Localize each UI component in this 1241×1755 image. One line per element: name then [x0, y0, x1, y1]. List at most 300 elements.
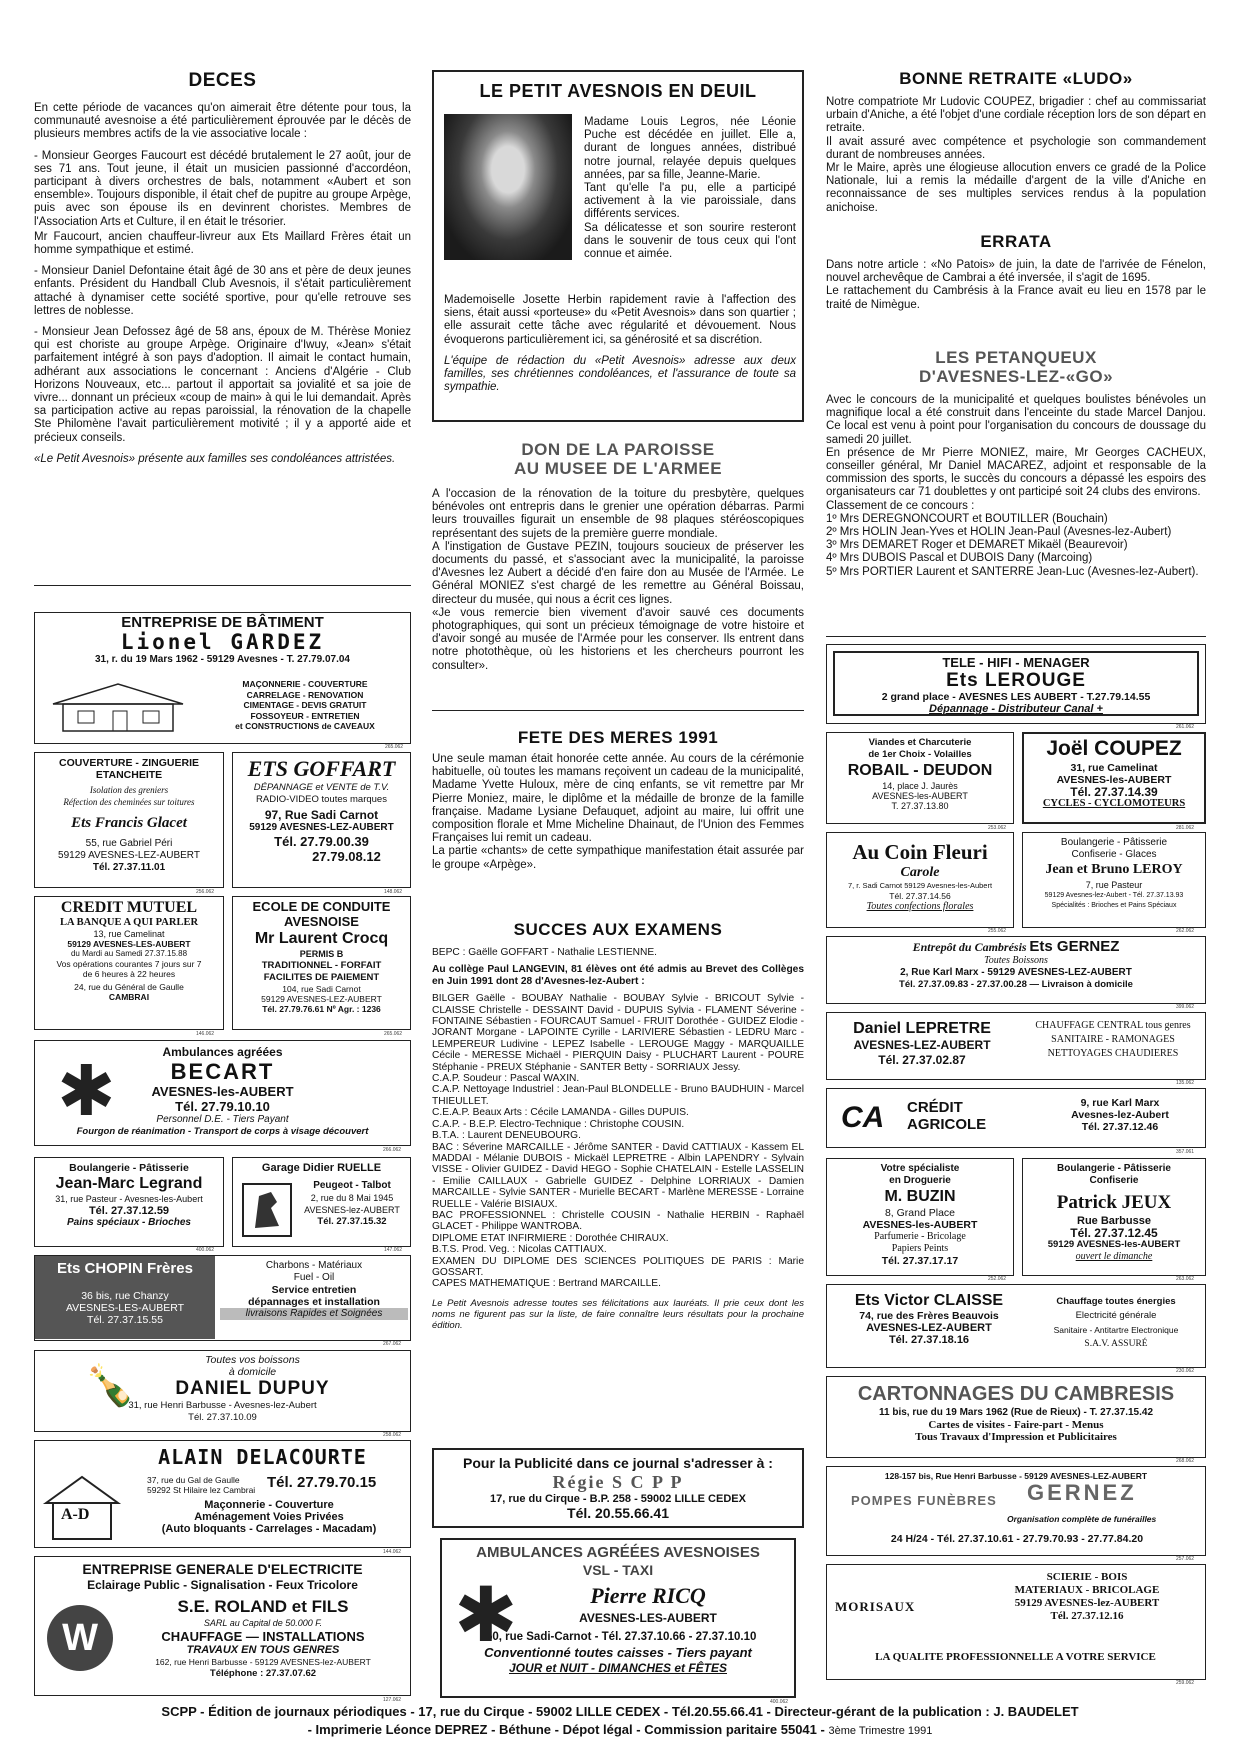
ad-ecole-conduite [232, 896, 411, 1030]
ad-coupez-tel: Tél. 27.37.14.39 [1070, 785, 1158, 799]
ad-ricq-l4: 150, rue Sadi-Carnot - Tél. 27.37.10.66 - 27.37.10.10 [479, 1631, 757, 1643]
service-line: NETTOYAGES CHAUDIERES [1047, 1048, 1179, 1059]
ad-leroy-l1: Boulangerie - Pâtisserie [1060, 837, 1168, 848]
peugeot-lion-icon [241, 1182, 293, 1238]
ad-glacet-tel: Tél. 27.37.11.01 [92, 862, 166, 873]
errata-article [826, 232, 1206, 312]
ad-code: 147.062 [384, 1247, 403, 1253]
ad-regie-l1: Pour la Publicité dans ce journal s'adresser à : [463, 1455, 773, 1471]
ad-gernez1-head [827, 938, 1205, 955]
ad-roland-l1: ENTREPRISE GENERALE D'ELECTRICITE [82, 1561, 363, 1577]
ad-code: 268.062 [1176, 1458, 1195, 1464]
deuil-text-bottom [444, 294, 796, 402]
divider [432, 710, 804, 711]
ad-code: 127.062 [383, 1697, 402, 1703]
ad-dupuy-l1: Toutes vos boissons [205, 1354, 300, 1366]
succes-title: SUCCES AUX EXAMENS [513, 920, 723, 939]
ad-code: 144.062 [383, 1549, 402, 1555]
ad-lepretre-l1: AVESNES-LEZ-AUBERT [853, 1038, 991, 1052]
ad-buzin [826, 1158, 1014, 1276]
divider [34, 585, 411, 586]
succes-l10: EXAMEN DU DIPLOME DES SCIENCES POLITIQUES DE PARIS : Marie GOSSART. [432, 1255, 804, 1278]
don-title-1: DON DE LA PAROISSE [521, 440, 715, 459]
ad-cartonnages-name: CARTONNAGES DU CAMBRESIS [857, 1383, 1175, 1405]
ad-code: 399.062 [1176, 1004, 1195, 1010]
ad-code: 259.062 [1176, 1680, 1195, 1686]
petanque-r4: 4º Mrs DUBOIS Pascal et DUBOIS Dany (Marcoing) [826, 552, 1093, 565]
service-line: CARRELAGE - RENOVATION [246, 689, 364, 700]
fete-p2: La partie «chants» de cette sympathique manifestation était assurée par le groupe «Arpège». [432, 845, 804, 871]
ad-jeux [1022, 1158, 1206, 1276]
ad-delacourte-tel: Tél. 27.79.70.15 [267, 1474, 377, 1491]
ad-leroy-l2: Confiserie - Glaces [1071, 849, 1157, 860]
ad-roland-name: S.E. ROLAND et FILS [177, 1597, 349, 1616]
ad-lepretre [826, 1012, 1206, 1080]
ad-code: 146.062 [196, 1031, 215, 1037]
ad-ecole-name: Mr Laurent Crocq [254, 930, 389, 947]
ad-leroy-l3: 7, rue Pasteur [1085, 880, 1143, 890]
ad-roland-details [119, 1597, 407, 1680]
deuil-p2: Tant qu'elle l'a pu, elle a participé activement à la vie paroissiale, dans différents services. [584, 182, 796, 221]
ad-code: 253.062 [988, 825, 1007, 831]
ad-legrand-l3: Pains spéciaux - Brioches [67, 1217, 191, 1228]
ad-morisaux-name: MORISAUX [835, 1599, 916, 1614]
ad-robail-tel: T. 27.37.13.80 [891, 801, 949, 811]
deces-intro: En cette période de vacances qu'on aimerait être détente pour tous, la communauté avesnoise a été particulièrement éprouvée par le décès de plusieurs membres actifs de la vie associative locale : [34, 102, 411, 141]
ad-ricq-l6: JOUR et NUIT - DIMANCHES et FÊTES [508, 1661, 727, 1675]
ad-delacourte [34, 1440, 411, 1548]
ad-roland-tel: Téléphone : 27.37.07.62 [209, 1668, 317, 1679]
ad-glacet-l4: Réfection des cheminées sur toitures [63, 797, 195, 807]
ad-jeux-l4: 59129 AVESNES-les-AUBERT [1047, 1239, 1181, 1250]
ad-agricole-tel: Tél. 27.37.12.46 [1081, 1121, 1159, 1133]
deces-p1: - Monsieur Georges Faucourt est décédé brutalement le 27 août, jour de ses 71 ans. Tout jeune, il était un musicien passionné d'accordéon, participant à divers orchestres de bals, notamment «Aubert et son ensemble». Toujours disponible, il était chef de pupitre au groupe Arpège, puis avec son épouse ils en devinrent choristes. Membres de l'Association Arts et Culture, il en était le trésorier. [34, 149, 411, 228]
ad-morisaux [826, 1564, 1206, 1680]
retraite-p2: Il avait assuré avec compétence et psychologie son commandement durant de nombreuses années. [826, 135, 1206, 161]
ad-roland-l6: 162, rue Henri Barbusse - 59129 AVESNES-lez-AUBERT [155, 1657, 371, 1667]
ad-dupuy-l3: 31, rue Henri Barbusse - Avesnes-lez-Aubert [128, 1400, 317, 1411]
ad-becart-l1: Ambulances agréées [162, 1045, 283, 1059]
ad-coin-fleuri [826, 832, 1014, 928]
ad-gardez-services [210, 679, 400, 732]
ad-becart-name: BECART [170, 1059, 275, 1084]
ad-credit-l2: 59129 AVESNES-LES-AUBERT [67, 939, 191, 949]
succes-bepc: BEPC : Gaëlle GOFFART - Nathalie LESTIENNE. [432, 947, 657, 958]
ad-claisse-tel: Tél. 27.37.18.16 [888, 1334, 970, 1346]
ad-cartonnages-l1: 11 bis, rue du 19 Mars 1962 (Rue de Rieux) - T. 27.37.15.42 [878, 1407, 1154, 1418]
deuil-box [432, 70, 804, 422]
service-line: Electricité générale [1075, 1310, 1157, 1321]
ad-ruelle [232, 1157, 411, 1247]
deuil-p3: Sa délicatesse et son sourire resteront dans le souvenir de tous ceux qui l'ont connue et aimée. [584, 221, 796, 261]
deces-p2: - Monsieur Daniel Defontaine était âgé de 30 ans et père de deux jeunes enfants. Président du Handball Club Avesnois, il s'était particulièrement attaché à dynamiser cette société sportive, pour qu'elle retrouve ses lettres de noblesse. [34, 265, 411, 317]
footer-trimestre: 3ème Trimestre 1991 [828, 1725, 933, 1737]
ad-lerouge-l3: Dépannage - Distributeur Canal + [929, 703, 1103, 715]
ad-ecole-l3: PERMIS B [299, 949, 344, 959]
ad-code: 258.062 [383, 1432, 402, 1438]
service-line: Fuel - Oil [293, 1272, 335, 1283]
ad-gernez-boissons [826, 936, 1206, 1004]
ad-chopin-l1: 36 bis, rue Chanzy [81, 1290, 169, 1302]
ad-claisse-l2: AVESNES-LEZ-AUBERT [866, 1322, 992, 1334]
ad-goffart [232, 752, 411, 888]
ad-code: 262.062 [1176, 928, 1195, 934]
ad-dupuy-name: DANIEL DUPUY [175, 1378, 330, 1399]
ad-lerouge [826, 644, 1206, 724]
ad-code: 263.062 [1176, 1276, 1195, 1282]
ad-chopin [34, 1255, 411, 1341]
ad-gardez-head: ENTREPRISE DE BÂTIMENT [121, 614, 324, 631]
bottle-icon: 🍾 [85, 1364, 135, 1408]
retraite-title: BONNE RETRAITE «LUDO» [899, 69, 1133, 88]
petanque-p2: En présence de Mr Pierre MONIEZ, maire, Mr Georges CACHEUX, conseiller général, Mr Daniel MACAREZ, adjoint et responsable de la commission des sports, le succès du concours a dépassé les espoirs des organisateurs car 71 doublettes y ont participé soit 24 clubs des environs. [826, 446, 1206, 499]
ad-morisaux-tel: Tél. 27.37.12.16 [1050, 1610, 1124, 1622]
ad-agricole-l1: CRÉDIT [907, 1099, 963, 1116]
ad-ricq [440, 1538, 796, 1698]
ad-glacet-l3: Isolation des greniers [89, 785, 169, 795]
ad-robail-l4: AVESNES-les-AUBERT [872, 791, 968, 801]
ad-ricq-l5: Conventionné toutes caisses - Tiers payant [484, 1645, 752, 1660]
ad-code: 230.062 [1176, 1368, 1195, 1374]
ad-code: 265.062 [385, 744, 404, 750]
ad-ruelle-l1: Garage Didier RUELLE [261, 1162, 382, 1174]
succes-article [432, 920, 804, 1339]
petanque-article [826, 348, 1206, 579]
succes-l8: DIPLOME ETAT INFIRMIERE : Dorothée CHIRAUX. [432, 1232, 669, 1244]
ad-fleuri-name: Au Coin Fleuri [852, 840, 988, 864]
ad-code: 135.062 [1176, 1080, 1195, 1086]
ad-buzin-l1: Votre spécialiste [880, 1163, 960, 1174]
ad-becart-tel: Tél. 27.79.10.10 [175, 1099, 270, 1114]
star-of-life-icon: ✱ [57, 1052, 116, 1130]
succes-l11: CAPES MATHEMATIQUE : Bertrand MARCAILLE. [432, 1278, 661, 1290]
fete-article [432, 728, 804, 872]
ad-roland-l2: Eclairage Public - Signalisation - Feux Tricolore [87, 1578, 358, 1592]
petanque-title-1: LES PETANQUEUX [935, 348, 1097, 367]
ad-morisaux-l3: 59129 AVESNES-lez-AUBERT [1014, 1597, 1160, 1609]
ad-chopin-l2: AVESNES-LES-AUBERT [65, 1302, 185, 1314]
ad-chopin-name: Ets CHOPIN Frères [57, 1260, 193, 1277]
ad-buzin-l2: en Droguerie [889, 1175, 951, 1186]
service-line: (Auto bloquants - Carrelages - Macadam) [161, 1523, 377, 1535]
ad-code: 256.062 [196, 889, 215, 895]
ad-robail-l1: Viandes et Charcuterie [868, 737, 972, 748]
succes-closing: Le Petit Avesnois adresse toutes ses félicitations aux lauréats. Il prie ceux dont les noms ne figurent pas sur la liste, de faire connaître leurs résultats pour la prochaine édition. [432, 1297, 804, 1331]
ad-buzin-l6: Papiers Peints [891, 1243, 949, 1254]
deces-p1b: Mr Faucourt, ancien chauffeur-livreur aux Ets Maillard Frères était un homme sympathique et estimé. [34, 230, 411, 257]
ad-cartonnages [826, 1376, 1206, 1458]
footer-imprimerie: - Imprimerie Léonce DEPREZ - Béthune - Dépot légal - Commission paritaire 55041 - [307, 1722, 825, 1737]
service-line: et CONSTRUCTIONS de CAVEAUX [235, 721, 375, 731]
divider [826, 636, 1206, 637]
service-line: CHAUFFAGE CENTRAL tous genres [1035, 1020, 1191, 1031]
ad-glacet-l1: COUVERTURE - ZINGUERIE [58, 757, 199, 769]
petanque-r1: 1º Mrs DEREGNONCOURT et BOUTILLER (Bouchain) [826, 512, 1108, 525]
ad-lerouge-inner [833, 651, 1199, 716]
ad-code: 265.062 [384, 1031, 403, 1037]
succes-l7: BAC PROFESSIONNEL : Christelle COUSIN - Nathalie HERBIN - Raphaël GLACET - Philippe WANTROBA. [432, 1209, 804, 1233]
ad-leroy-name: Jean et Bruno LEROY [1045, 862, 1183, 877]
ad-goffart-tel1: Tél. 27.79.00.39 [274, 834, 369, 849]
ad-credit-slogan: LA BANQUE A QUI PARLER [59, 917, 199, 928]
ad-lerouge-l1: TELE - HIFI - MENAGER [942, 655, 1090, 670]
succes-l4: C.A.P. - B.E.P. Electro-Technique : Christophe COUSIN. [432, 1118, 685, 1130]
ad-gernez1-l2: Toutes Boissons [984, 955, 1048, 966]
ad-cartonnages-l2: Cartes de visites - Faire-part - Menus [928, 1419, 1104, 1431]
succes-l9: B.T.S. Prod. Veg. : Nicolas CATTIAUX. [432, 1244, 607, 1256]
ad-lerouge-name: Ets LEROUGE [946, 670, 1086, 691]
ad-ruelle-l4: AVESNES-lez-AUBERT [304, 1205, 400, 1215]
ad-jeux-l3: Rue Barbusse [1077, 1215, 1151, 1227]
ad-ruelle-tel: Tél. 27.37.15.32 [317, 1216, 387, 1227]
ad-roland-l4: CHAUFFAGE — INSTALLATIONS [161, 1629, 365, 1644]
ad-buzin-tel: Tél. 27.37.17.17 [881, 1255, 959, 1267]
ad-gernez1-name: Ets GERNEZ [1029, 938, 1120, 955]
footer-line-2 [55, 1722, 1185, 1739]
errata-p1: Dans notre article : «No Patois» de juin, la date de l'arrivée de Fénelon, nouvel archevêque de Cambrai a été inversée, il s'agit de 1695. [826, 259, 1206, 285]
errata-title: ERRATA [980, 232, 1052, 251]
ad-ricq-l2: VSL - TAXI [582, 1562, 654, 1578]
ad-agricole-l3: 9, rue Karl Marx [1080, 1097, 1160, 1109]
ad-glacet [34, 752, 224, 888]
ad-regie-name: Régie S C P P [552, 1472, 684, 1492]
ad-regie-tel: Tél. 20.55.66.41 [567, 1505, 669, 1521]
ad-roland-l3: SARL au Capital de 50.000 F. [203, 1618, 323, 1628]
ad-credit-name: CREDIT MUTUEL [60, 899, 198, 916]
ad-jeux-l1: Boulangerie - Pâtisserie [1057, 1163, 1171, 1174]
ad-coupez-l3: CYCLES - CYCLOMOTEURS [1042, 798, 1186, 809]
ad-delacourte-l1: 37, rue du Gal de Gaulle [147, 1475, 240, 1485]
ad-coupez-name: Joël COUPEZ [1046, 737, 1182, 760]
deces-closing: «Le Petit Avesnois» présente aux familles ses condoléances attristées. [34, 452, 396, 465]
ad-code: 400.062 [770, 1699, 789, 1705]
succes-l2: C.A.P. Nettoyage Industriel : Jean-Paul BLONDELLE - Bruno BAUDHUIN - Marcel THIEULLET. [432, 1084, 804, 1107]
ad-lepretre-left [827, 1019, 1017, 1068]
ad-claisse [826, 1284, 1206, 1368]
ad-code: 257.062 [1176, 1556, 1195, 1562]
ad-agricole-addr [1037, 1097, 1203, 1133]
petanque-p3: Classement de ce concours : [826, 499, 975, 512]
petanque-p1: Avec le concours de la municipalité et quelques boulistes bénévoles un magnifique local a été construit dans l'enceinte du stade Marcel Danjou. Ce local est venu à point pour l'organisation du concours de doussage du samedi 20 juillet. [826, 394, 1206, 446]
ad-ricq-l3: AVESNES-LES-AUBERT [579, 1611, 717, 1625]
ad-legrand-l2: 31, rue Pasteur - Avesnes-les-Aubert [55, 1194, 203, 1204]
succes-l6: BAC : Séverine MARCAILLE - Jérôme SANTER - David CATTIAUX - Kassem EL MADDAI - Mélanie DUBOIS - Mickaël LEPRETRE - Albin LAPENDRY - Sylvain VISSE - Olivier GUIDEZ - David HEGO - Sophie CHATELAIN - Estelle LASSELIN - Emilie CAILLAUX - Gabrielle GUIDEZ - Delphine LORRIAUX - Damien MARCAILLE - Sylvie SANTER - Murielle BECART - Marlène MERESSE - Lorraine RUELLE - Valérie BISIAUX. [432, 1141, 804, 1210]
petanque-title-2: D'AVESNES-LEZ-«GO» [918, 367, 1114, 386]
ad-fleuri-l3: Toutes confections florales [866, 901, 974, 912]
ad-credit-l7: CAMBRAI [108, 992, 150, 1002]
ad-ecole-l8: Tél. 27.79.76.61 Nº Agr. : 1236 [262, 1004, 381, 1014]
ad-credit-mutuel [34, 896, 224, 1030]
ad-goffart-l3: 97, Rue Sadi Carnot [264, 808, 379, 822]
ad-pompes-l3: Organisation complète de funérailles [1007, 1514, 1157, 1524]
service-line: SANITAIRE - RAMONAGES [1051, 1034, 1175, 1045]
service-line: CIMENTAGE - DEVIS GRATUIT [243, 700, 367, 710]
ad-regie [432, 1448, 804, 1528]
ad-morisaux-l2: MATERIAUX - BRICOLAGE [1014, 1584, 1160, 1596]
ad-fleuri-tel: Tél. 27.37.14.56 [889, 891, 951, 901]
petanque-r3: 3º Mrs DEMARET Roger et DEMARET Mikaël (Beaurevoir) [826, 539, 1128, 552]
ad-ecole-l6: 104, rue Sadi Carnot [282, 984, 361, 994]
fete-p1: Une seule maman était honorée cette année. Au cours de la cérémonie habituelle, où toutes les mamans reçoivent un cadeau de la municipalité, Madame Yvette Huloux, mère de cinq enfants, se vit remettre par Mr Pierre Moniez, maire, le diplôme et la médaille de bronze de la famille française. Madame Lysiane Defauquet, adjoint au maire, lui offrit une composition florale et Mme Micheline Dhainaut, de l'Union des Femmes Françaises lui remit un cadeau. [432, 753, 804, 845]
ad-ruelle-l2: Peugeot - Talbot [313, 1180, 391, 1191]
ad-code: 400.062 [196, 1247, 215, 1253]
ad-morisaux-details [977, 1571, 1197, 1623]
ad-goffart-l2: RADIO-VIDEO toutes marques [256, 794, 387, 805]
don-article [432, 440, 804, 673]
ad-credit-l3: du Mardi au Samedi 27.37.15.88 [70, 949, 188, 958]
ad-legrand-l1: Boulangerie - Pâtisserie [69, 1162, 189, 1174]
ad-morisaux-l1: SCIERIE - BOIS [1046, 1571, 1128, 1583]
ad-goffart-name: ETS GOFFART [247, 756, 396, 781]
ad-goffart-l4: 59129 AVESNES-LEZ-AUBERT [249, 822, 394, 833]
ad-leroy-l4: 59129 Avesnes-lez-Aubert - Tél. 27.37.13.93 [1044, 892, 1184, 899]
service-line: livraisons Rapides et Soignées [220, 1308, 408, 1320]
ad-code: 267.062 [383, 1341, 402, 1347]
ad-morisaux-l4: LA QUALITE PROFESSIONNELLE A VOTRE SERVICE [875, 1651, 1156, 1663]
ad-goffart-l1: DÉPANNAGE et VENTE de T.V. [253, 782, 390, 793]
ad-credit-l6: 24, rue du Général de Gaulle [74, 982, 184, 992]
ad-buzin-l3: 8, Grand Place [884, 1207, 956, 1219]
ad-ecole-l2: AVESNOISE [284, 914, 359, 929]
ad-pompes-l1: 128-157 bis, Rue Henri Barbusse - 59129 AVESNES-LEZ-AUBERT [884, 1471, 1148, 1481]
ad-code: 281.062 [1176, 825, 1195, 831]
ad-coupez-l1: 31, rue Camelinat [1070, 762, 1158, 774]
don-p1: A l'occasion de la rénovation de la toiture du presbytère, quelques bénévoles ont entrepris dans le grenier une opération débarras. Parmi leurs trouvailles figurait un ensemble de 98 plaques stéréoscopiques représentant des sujets de la première guerre mondiale. [432, 488, 804, 540]
ad-credit-l5: de 6 heures à 22 heures [82, 969, 176, 979]
ad-ruelle-l3: 2, rue du 8 Mai 1945 [310, 1193, 394, 1203]
ad-gernez1-l3: 2, Rue Karl Marx - 59129 AVESNES-LEZ-AUBERT [900, 967, 1132, 978]
ad-delacourte-services [131, 1499, 407, 1535]
ad-fleuri-l1: Carole [900, 865, 940, 880]
ad-code: 255.062 [988, 928, 1007, 934]
service-line: MAÇONNERIE - COUVERTURE [242, 679, 368, 689]
ad-code: 252.062 [988, 1276, 1007, 1282]
ad-pompes-l2: POMPES FUNÈBRES [851, 1493, 997, 1508]
ad-legrand [34, 1157, 224, 1247]
ad-credit-l4: Vos opérations courantes 7 jours sur 7 [56, 959, 202, 969]
deces-title: DECES [188, 70, 257, 91]
fete-title: FETE DES MERES 1991 [517, 728, 719, 747]
service-line: Sanitaire - Antitartre Electronique [1053, 1325, 1179, 1335]
ad-dupuy-l2: à domicile [228, 1366, 277, 1378]
deces-article [34, 70, 411, 474]
succes-l5: B.T.A. : Laurent DENEUBOURG. [432, 1130, 581, 1142]
ad-lepretre-right [1023, 1019, 1203, 1061]
ad-pompes-tel: 24 H/24 - Tél. 27.37.10.61 - 27.79.70.93 - 27.77.84.20 [890, 1533, 1144, 1545]
ad-ricq-l1: AMBULANCES AGRÉÉES AVESNOISES [476, 1544, 760, 1561]
ad-claisse-left [831, 1291, 1027, 1346]
ad-becart-l2: AVESNES-les-AUBERT [151, 1084, 294, 1099]
errata-p2: Le rattachement du Cambrésis à la France avait eu lieu en 1578 par le traité de Nimègue. [826, 285, 1206, 311]
ad-robail [826, 732, 1014, 824]
ad-fleuri-l2: 7, r. Sadi Carnot 59129 Avesnes-les-Aubert [847, 881, 993, 890]
ad-agricole-l4: Avesnes-lez-Aubert [1071, 1109, 1169, 1121]
ad-buzin-l5: Parfumerie - Bricolage [874, 1231, 966, 1242]
ad-ecole-l1: ECOLE DE CONDUITE [252, 899, 391, 914]
ad-pompes-funebres [826, 1466, 1206, 1556]
deuil-p4: Mademoiselle Josette Herbin rapidement ravie à l'affection des siens, était aussi «porteuse» du «Petit Avesnois» dans son quartier ; elle assurait cette tâche avec régularité et dévouement. Nous évoquerons particulièrement ici, sa générosité et sa discrétion. [444, 294, 796, 346]
star-of-life-icon: ✱ [454, 1573, 518, 1658]
service-line: Service entretien [271, 1284, 357, 1296]
deuil-text-right [584, 116, 796, 261]
service-line: dépannages et installation [248, 1296, 380, 1308]
ad-goffart-tel2: 27.79.08.12 [312, 849, 381, 864]
ad-lerouge-l2: 2 grand place - AVESNES LES AUBERT - T.27.79.14.55 [881, 691, 1151, 703]
ad-legrand-tel: Tél. 27.37.12.59 [88, 1205, 170, 1217]
ad-delacourte-l2: 59292 St Hilaire lez Cambrai [147, 1485, 256, 1495]
ad-becart-l3: Personnel D.E. - Tiers Payant [156, 1114, 289, 1125]
deuil-title: LE PETIT AVESNOIS EN DEUIL [479, 81, 757, 101]
ad-code: 148.062 [384, 889, 403, 895]
retraite-p1: Notre compatriote Mr Ludovic COUPEZ, brigadier : chef au commissariat urbain d'Aniche, a été l'objet d'une cordiale réception lors de son départ en retraite. [826, 96, 1206, 135]
ad-glacet-city: 59129 AVESNES-LEZ-AUBERT [58, 850, 200, 861]
retraite-article [826, 68, 1206, 215]
deuil-p1: Madame Louis Legros, née Léonie Puche est décédée en juillet. Elle a, durant de longues années, distribué notre journal, relayée depuis quelques années, par sa fille, Jeanne-Marie. [584, 116, 796, 181]
ad-coupez [1022, 732, 1206, 824]
service-line: Aménagement Voies Privées [194, 1511, 344, 1523]
ad-ecole-l5: FACILITES DE PAIEMENT [263, 972, 380, 983]
ad-cartonnages-l3: Tous Travaux d'Impression et Publicitaires [915, 1431, 1117, 1443]
ad-code: 261.062 [1176, 724, 1195, 730]
ad-glacet-addr: 55, rue Gabriel Péri [85, 838, 173, 849]
house-illustration [43, 679, 193, 734]
succes-l3: C.E.A.P. Beaux Arts : Cécile LAMANDA - Gilles DUPUIS. [432, 1107, 689, 1119]
ad-buzin-name: M. BUZIN [884, 1188, 956, 1205]
ad-jeux-l5: ouvert le dimanche [1075, 1251, 1153, 1262]
ad-chopin-services [220, 1260, 408, 1320]
credit-agricole-logo-icon: CA [841, 1101, 885, 1134]
ad-claisse-right [1029, 1295, 1203, 1351]
ad-dupuy-tel: Tél. 27.37.10.09 [188, 1412, 257, 1423]
ad-claisse-name: Ets Victor CLAISSE [854, 1292, 1004, 1309]
service-line: S.A.V. ASSURÉ [1084, 1339, 1148, 1349]
petanque-r2: 2º Mrs HOLIN Jean-Yves et HOLIN Jean-Paul (Avesnes-lez-Aubert) [826, 526, 1172, 539]
ad-claisse-l1: 74, rue des Frères Beauvois [859, 1310, 999, 1322]
ad-gardez-addr: 31, r. du 19 Mars 1962 - 59129 Avesnes - T. 27.79.07.04 [95, 654, 350, 665]
ad-credit-agricole [826, 1088, 1206, 1148]
ad-regie-l2: 17, rue du Cirque - B.P. 258 - 59002 LILLE CEDEX [490, 1493, 746, 1505]
ad-lepretre-tel: Tél. 27.37.02.87 [878, 1053, 966, 1067]
ad-chopin-panel [35, 1256, 215, 1339]
ad-leroy-l5: Spécialités : Brioches et Pains Spéciaux [1051, 902, 1177, 909]
ad-robail-l2: de 1er Choix - Volailles [868, 749, 972, 760]
ad-glacet-l2: ETANCHEITE [95, 769, 163, 781]
ad-agricole-l2: AGRICOLE [907, 1116, 987, 1133]
ad-delacourte-name: ALAIN DELACOURTE [158, 1445, 367, 1469]
ad-becart [34, 1040, 411, 1146]
ad-code: 357.061 [1176, 1149, 1195, 1155]
ad-robail-l3: 14, place J. Jaurès [882, 781, 958, 791]
ad-becart-l4: Fourgon de réanimation - Transport de corps à visage découvert [76, 1126, 369, 1137]
succes-l1: C.A.P. Soudeur : Pascal WAXIN. [432, 1073, 580, 1085]
ad-jeux-l2: Confiserie [1089, 1175, 1139, 1186]
service-line: Maçonnerie - Couverture [204, 1499, 334, 1511]
deuil-p5: L'équipe de rédaction du «Petit Avesnois» adresse aux deux familles, ses chrétiennes condoléances, et l'assurance de toute sa sympathie. [444, 354, 796, 394]
ad-jeux-tel: Tél. 27.37.12.45 [1070, 1226, 1158, 1240]
service-line: FOSSOYEUR - ENTRETIEN [250, 710, 360, 721]
retraite-p3: Mr le Maire, après une élogieuse allocution envers ce gradé de la Police Nationale, lui a remis la médaille d'argent de la ville d'Aniche en reconnaissance de ses multiples services rendus à la population anichoise. [826, 162, 1206, 214]
ad-code: 266.062 [383, 1147, 402, 1153]
ad-leroy [1022, 832, 1206, 928]
ad-roland-l5: TRAVAUX EN TOUS GENRES [186, 1644, 340, 1656]
ad-gardez-name: Lionel GARDEZ [120, 630, 325, 654]
ad-glacet-name: Ets Francis Glacet [71, 815, 187, 831]
succes-intro: Au collège Paul LANGEVIN, 81 élèves ont été admis au Brevet des Collèges en Juin 1991 dont 28 d'Avesnes-lez-Aubert : [432, 964, 804, 987]
ad-gernez1-l1: Entrepôt du Cambrésis [912, 940, 1027, 954]
ad-delacourte-addr [147, 1475, 287, 1495]
ad-pompes-name: GERNEZ [1027, 1480, 1137, 1505]
ad-ruelle-details [297, 1180, 407, 1228]
